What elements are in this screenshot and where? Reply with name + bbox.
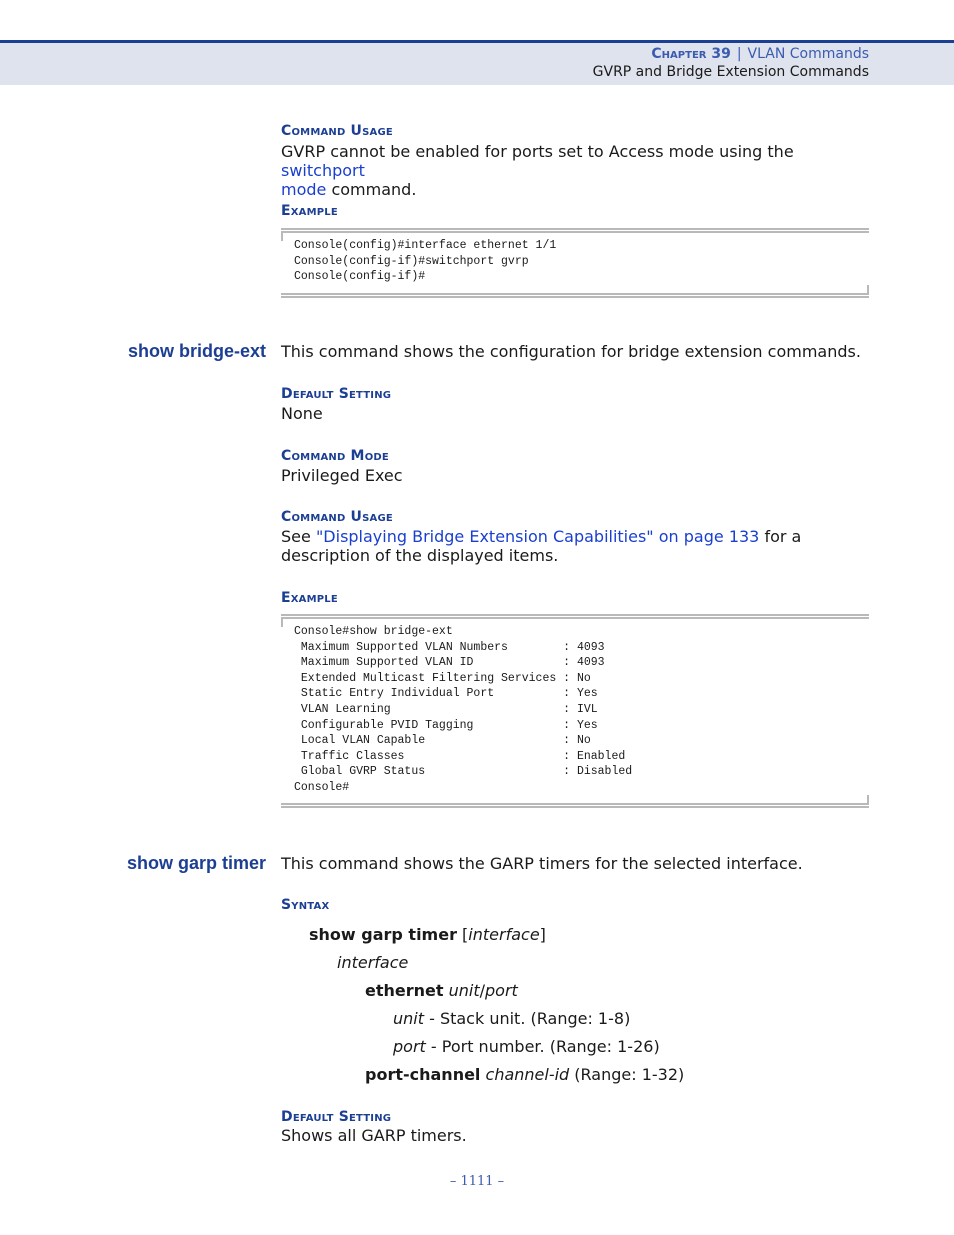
- default-setting-heading: Default Setting: [281, 386, 392, 402]
- command-usage-text: See "Displaying Bridge Extension Capabilities" on page 133 for a description of the displayed items.: [281, 527, 802, 565]
- running-header-chapter: [651, 46, 869, 62]
- param-ethernet: ethernet unit/port: [365, 981, 518, 1000]
- chapter-title: VLAN Commands: [747, 46, 869, 62]
- syntax-heading: Syntax: [281, 897, 330, 913]
- command-usage-heading: Command Usage: [281, 509, 393, 525]
- code-text: Console(config)#interface ethernet 1/1 Console(config-if)#switchport gvrp Console(config-if)#: [294, 239, 557, 284]
- param-port-channel: port-channel channel-id (Range: 1-32): [365, 1065, 685, 1084]
- example-heading: Example: [281, 203, 338, 219]
- running-header-section: GVRP and Bridge Extension Commands: [592, 64, 869, 80]
- command-mode-heading: Command Mode: [281, 448, 389, 464]
- bridge-extension-capabilities-link[interactable]: "Displaying Bridge Extension Capabilities" on page 133: [315, 527, 760, 546]
- command-name-show-bridge-ext: show bridge-ext: [127, 341, 266, 361]
- code-text: Console#show bridge-ext Maximum Supported VLAN Numbers : 4093 Maximum Supported VLAN ID : 4093 Extended Multicast Filtering Services : No Static Entry Individual Port : Yes VLAN Learning : IVL Configurable PVID Tagging : Yes Local VLAN Capable : No Traffic Classes : Enabled Global GVRP Status : Disabled Console#: [294, 625, 633, 794]
- param-unit: unit - Stack unit. (Range: 1-8): [393, 1009, 631, 1028]
- param-port: port - Port number. (Range: 1-26): [393, 1037, 660, 1056]
- page-number: – 1111 –: [449, 1174, 505, 1189]
- syntax-line: show garp timer [interface]: [309, 925, 546, 944]
- header-separator: |: [736, 46, 742, 62]
- code-block-gvrp: [281, 228, 869, 298]
- chapter-label: Chapter 39: [651, 46, 731, 62]
- command-name-show-garp-timer: show garp timer: [126, 853, 266, 873]
- param-interface: interface: [337, 953, 409, 972]
- command-usage-text: GVRP cannot be enabled for ports set to Access mode using the switchport mode command.: [281, 142, 794, 199]
- default-setting-heading: Default Setting: [281, 1109, 392, 1125]
- command-mode-value: Privileged Exec: [281, 466, 403, 485]
- code-block-bridge-ext: [281, 614, 869, 808]
- switchport-mode-link[interactable]: switchport: [281, 161, 365, 180]
- command-description: This command shows the configuration for bridge extension commands.: [281, 342, 861, 361]
- command-usage-heading: Command Usage: [281, 123, 393, 139]
- switchport-mode-link-cont[interactable]: mode: [281, 180, 327, 199]
- command-description: This command shows the GARP timers for the selected interface.: [281, 854, 803, 873]
- default-setting-value: None: [281, 404, 323, 423]
- example-heading: Example: [281, 590, 338, 606]
- default-setting-value: Shows all GARP timers.: [281, 1126, 467, 1145]
